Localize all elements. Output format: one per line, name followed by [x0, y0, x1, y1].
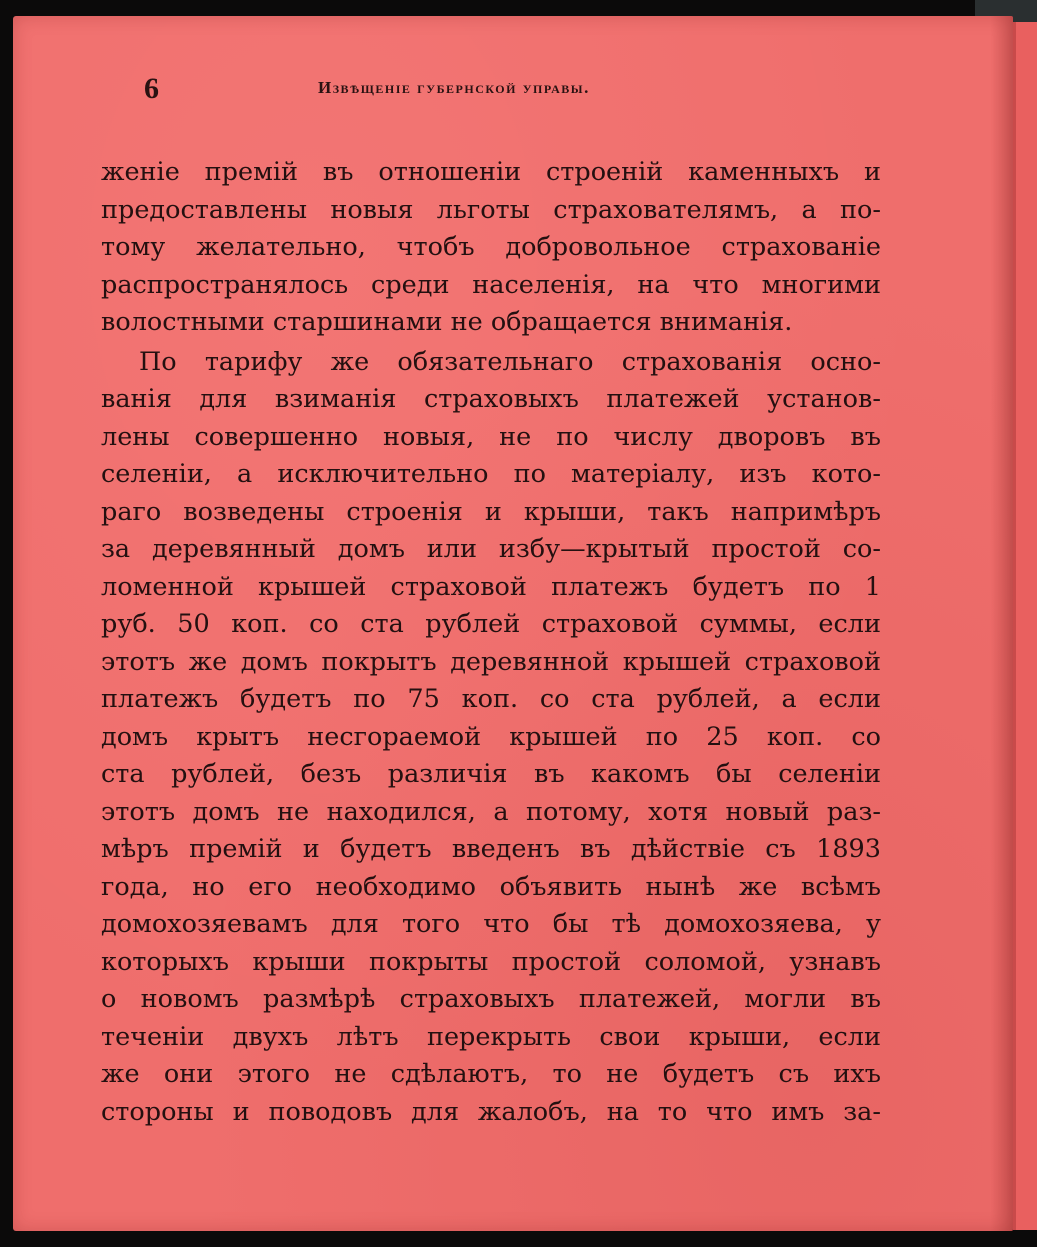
text-line: же они этого не сдѣлаютъ, то не будетъ съ ихъ — [101, 1059, 881, 1089]
text-line: женіе премій въ отношеніи строеній каменныхъ и — [101, 157, 881, 187]
document-page — [13, 16, 1013, 1231]
text-line: платежъ будетъ по 75 коп. со ста рублей, а если — [101, 684, 881, 714]
text-line: которыхъ крыши покрыты простой соломой, узнавъ — [101, 946, 881, 977]
text-line: мѣръ премій и будетъ введенъ въ дѣйствіе съ 1893 — [101, 834, 881, 864]
text-line: за деревянный домъ или избу—крытый простой со- — [101, 534, 881, 564]
text-line: ста рублей, безъ различія въ какомъ бы селеніи — [101, 759, 881, 789]
text-line: руб. 50 коп. со ста рублей страховой суммы, если — [101, 609, 881, 639]
text-line: о новомъ размѣрѣ страховыхъ платежей, могли въ — [101, 984, 881, 1014]
spine-shadow — [990, 16, 1013, 1231]
text-line: распространялось среди населенія, на что многими — [101, 269, 881, 300]
text-line: волостными старшинами не обращается вниманія. — [101, 307, 793, 337]
text-line: этотъ домъ не находился, а потому, хотя новый раз- — [101, 796, 881, 827]
text-line: домохозяевамъ для того что бы тѣ домохозяева, у — [101, 909, 881, 939]
text-line: лены совершенно новыя, не по числу дворовъ въ — [101, 421, 881, 452]
page-number: 6 — [144, 72, 159, 105]
text-line: предоставлены новыя льготы страхователямъ, а по- — [101, 194, 881, 225]
page-header — [13, 72, 1013, 112]
text-line: этотъ же домъ покрытъ деревянной крышей страховой — [101, 646, 881, 677]
text-line: раго возведены строенія и крыши, такъ напримѣръ — [101, 496, 881, 527]
text-line: тому желательно, чтобъ добровольное страхованіе — [101, 232, 881, 262]
text-line: ванія для взиманія страховыхъ платежей установ- — [101, 384, 881, 414]
adjacent-page-edge — [1013, 22, 1037, 1230]
text-line: стороны и поводовъ для жалобъ, на то что имъ за- — [101, 1096, 881, 1127]
text-line: домъ крытъ несгораемой крышей по 25 коп. со — [101, 721, 881, 752]
running-head: Извѣщеніе губернской управы. — [318, 78, 590, 97]
text-line: теченіи двухъ лѣтъ перекрыть свои крыши, если — [101, 1021, 881, 1052]
text-line: селеніи, а исключительно по матеріалу, изъ кото- — [101, 459, 881, 489]
text-line: По тарифу же обязательнаго страхованія осно- — [139, 346, 881, 377]
text-line: ломенной крышей страховой платежъ будетъ по 1 — [101, 571, 881, 602]
body-text — [101, 154, 881, 1131]
text-line: года, но его необходимо объявить нынѣ же всѣмъ — [101, 871, 881, 902]
